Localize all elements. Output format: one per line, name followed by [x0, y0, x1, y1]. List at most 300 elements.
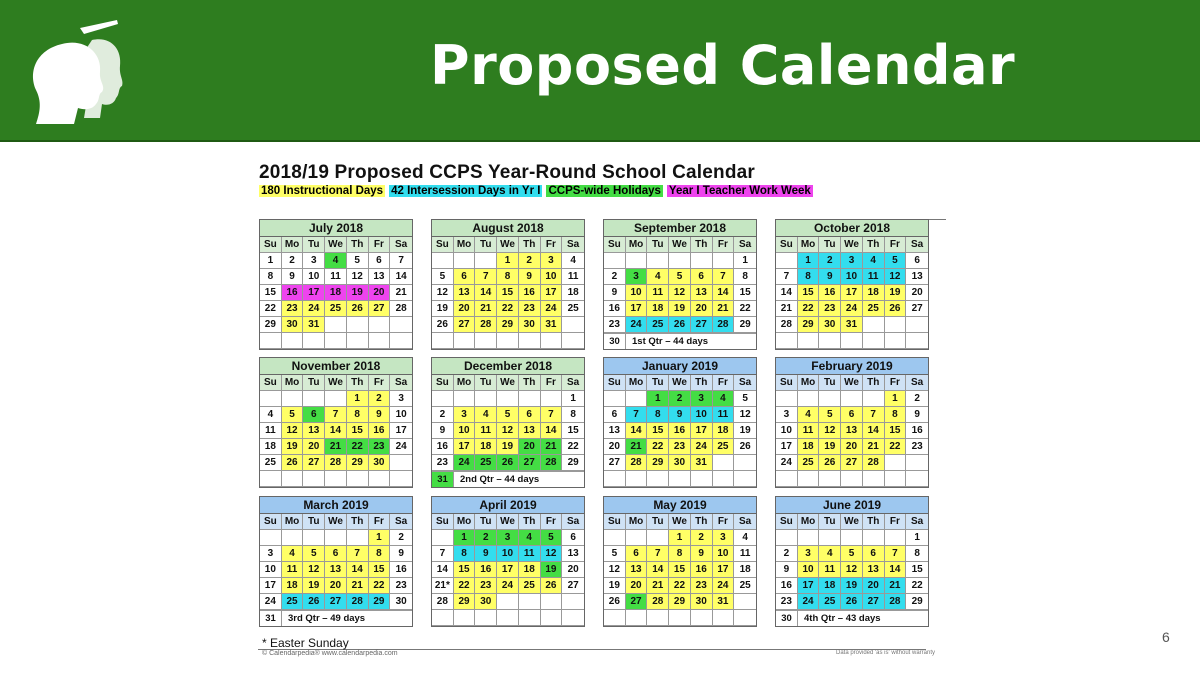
- day-cell: 24: [626, 317, 648, 333]
- copyright: © Calendarpedia® www.calendarpedia.com: [262, 650, 398, 657]
- legend: [259, 185, 813, 197]
- empty-cell: [604, 530, 626, 546]
- weekday-header: Fr: [885, 237, 907, 253]
- day-cell: 5: [841, 546, 863, 562]
- day-cell: 19: [282, 439, 304, 455]
- weekday-header: Th: [691, 237, 713, 253]
- weekday-header: Sa: [734, 237, 756, 253]
- day-cell: 15: [906, 562, 928, 578]
- day-cell: 20: [691, 301, 713, 317]
- day-cell: 7: [475, 269, 497, 285]
- day-cell: 9: [519, 269, 541, 285]
- weekday-header: Sa: [906, 375, 928, 391]
- day-cell: 1: [798, 253, 820, 269]
- weekday-header: Th: [691, 514, 713, 530]
- weekday-header: Tu: [819, 375, 841, 391]
- day-cell: 5: [432, 269, 454, 285]
- day-cell: 20: [604, 439, 626, 455]
- weekday-header: Tu: [647, 237, 669, 253]
- day-cell: 16: [669, 423, 691, 439]
- day-cell: 16: [906, 423, 928, 439]
- weekday-header: Fr: [885, 375, 907, 391]
- day-cell: 28: [647, 594, 669, 610]
- day-cell: 7: [713, 269, 735, 285]
- empty-cell: [863, 317, 885, 333]
- day-cell: 24: [776, 455, 798, 471]
- day-cell: 1: [562, 391, 584, 407]
- day-cell: 7: [626, 407, 648, 423]
- day-cell: 4: [260, 407, 282, 423]
- weekday-header: We: [325, 375, 347, 391]
- weekday-header: Th: [347, 237, 369, 253]
- day-cell: 1: [369, 530, 391, 546]
- day-cell: 15: [734, 285, 756, 301]
- day-cell: 21: [713, 301, 735, 317]
- day-cell: 22: [734, 301, 756, 317]
- empty-cell: [541, 391, 563, 407]
- empty-cell: [541, 594, 563, 610]
- day-cell: 26: [303, 594, 325, 610]
- day-cell: 22: [347, 439, 369, 455]
- day-cell: 30: [519, 317, 541, 333]
- month-calendar: [259, 219, 413, 350]
- day-cell: 17: [776, 439, 798, 455]
- day-cell: 2: [691, 530, 713, 546]
- day-cell: 25: [713, 439, 735, 455]
- day-cell: 13: [626, 562, 648, 578]
- day-cell: 24: [454, 455, 476, 471]
- month-name: July 2018: [260, 220, 412, 237]
- weekday-header: Sa: [734, 375, 756, 391]
- day-cell: 20: [906, 285, 928, 301]
- day-cell: 21: [475, 301, 497, 317]
- day-cell: 11: [562, 269, 584, 285]
- empty-cell: [734, 455, 756, 471]
- weekday-header: Sa: [906, 237, 928, 253]
- weekday-header: Mo: [798, 375, 820, 391]
- weekday-header: Mo: [282, 514, 304, 530]
- day-cell: 29: [647, 455, 669, 471]
- empty-cell: [347, 333, 369, 349]
- day-cell: 29: [347, 455, 369, 471]
- empty-cell: [260, 530, 282, 546]
- day-cell: 29: [497, 317, 519, 333]
- day-cell: 13: [906, 269, 928, 285]
- day-cell: 25: [798, 455, 820, 471]
- day-cell: 15: [669, 562, 691, 578]
- month-name: May 2019: [604, 497, 756, 514]
- empty-cell: [519, 391, 541, 407]
- day-cell: 24: [260, 594, 282, 610]
- day-cell: 11: [519, 546, 541, 562]
- weekday-header: Th: [347, 375, 369, 391]
- day-cell: 21: [626, 439, 648, 455]
- day-cell: 24: [713, 578, 735, 594]
- day-cell: 12: [347, 269, 369, 285]
- day-cell: 19: [604, 578, 626, 594]
- day-cell: 7: [390, 253, 412, 269]
- silhouette-faces-icon: [22, 18, 132, 126]
- month-calendar: [431, 357, 585, 488]
- day-cell: 3: [798, 546, 820, 562]
- weekday-header: We: [669, 237, 691, 253]
- day-cell: 18: [282, 578, 304, 594]
- day-cell: 28: [325, 455, 347, 471]
- month-calendar: [603, 496, 757, 627]
- empty-cell: [885, 317, 907, 333]
- empty-cell: [691, 253, 713, 269]
- empty-cell: [303, 471, 325, 487]
- day-cell: 28: [432, 594, 454, 610]
- empty-cell: [541, 610, 563, 626]
- month-name: October 2018: [776, 220, 928, 237]
- day-cell: 18: [562, 285, 584, 301]
- empty-cell: [454, 253, 476, 269]
- empty-cell: [691, 610, 713, 626]
- empty-cell: [647, 610, 669, 626]
- weekday-header: We: [497, 375, 519, 391]
- day-cell: 8: [734, 269, 756, 285]
- empty-cell: [432, 530, 454, 546]
- day-cell: 4: [819, 546, 841, 562]
- day-cell: 27: [626, 594, 648, 610]
- day-cell: 12: [541, 546, 563, 562]
- weekday-header: We: [669, 514, 691, 530]
- day-cell: 10: [390, 407, 412, 423]
- overflow-day: 31: [432, 472, 454, 487]
- empty-cell: [325, 471, 347, 487]
- day-cell: 27: [519, 455, 541, 471]
- empty-cell: [347, 317, 369, 333]
- day-cell: 1: [906, 530, 928, 546]
- day-cell: 19: [347, 285, 369, 301]
- day-cell: 5: [282, 407, 304, 423]
- weekday-header: Fr: [713, 514, 735, 530]
- empty-cell: [432, 333, 454, 349]
- day-cell: 14: [475, 285, 497, 301]
- day-cell: 6: [562, 530, 584, 546]
- day-cell: 12: [282, 423, 304, 439]
- day-cell: 26: [541, 578, 563, 594]
- weekday-header: Tu: [819, 514, 841, 530]
- empty-cell: [390, 317, 412, 333]
- day-cell: 23: [390, 578, 412, 594]
- day-cell: 20: [454, 301, 476, 317]
- day-cell: 3: [691, 391, 713, 407]
- day-cell: 11: [734, 546, 756, 562]
- empty-cell: [734, 471, 756, 487]
- empty-cell: [260, 471, 282, 487]
- day-cell: 8: [497, 269, 519, 285]
- day-cell: 15: [347, 423, 369, 439]
- day-cell: 9: [604, 285, 626, 301]
- empty-cell: [713, 253, 735, 269]
- day-cell: 15: [454, 562, 476, 578]
- empty-cell: [647, 253, 669, 269]
- weekday-header: Su: [776, 514, 798, 530]
- day-cell: 24: [497, 578, 519, 594]
- empty-cell: [863, 530, 885, 546]
- day-cell: 21: [647, 578, 669, 594]
- divider: [926, 219, 946, 220]
- day-cell: 3: [390, 391, 412, 407]
- empty-cell: [369, 471, 391, 487]
- day-cell: 15: [798, 285, 820, 301]
- month-name: September 2018: [604, 220, 756, 237]
- day-cell: 14: [647, 562, 669, 578]
- day-cell: 21: [541, 439, 563, 455]
- day-cell: 15: [369, 562, 391, 578]
- day-cell: 14: [713, 285, 735, 301]
- day-cell: 5: [885, 253, 907, 269]
- day-cell: 9: [776, 562, 798, 578]
- day-cell: 25: [819, 594, 841, 610]
- day-cell: 18: [325, 285, 347, 301]
- empty-cell: [260, 391, 282, 407]
- month-calendar: [259, 357, 413, 488]
- day-cell: 2: [369, 391, 391, 407]
- day-cell: 19: [497, 439, 519, 455]
- day-cell: 2: [819, 253, 841, 269]
- day-cell: 31: [541, 317, 563, 333]
- weekday-header: Tu: [303, 375, 325, 391]
- day-cell: 27: [369, 301, 391, 317]
- day-cell: 9: [432, 423, 454, 439]
- weekday-header: Th: [863, 514, 885, 530]
- weekday-header: Tu: [647, 514, 669, 530]
- day-cell: 6: [369, 253, 391, 269]
- day-cell: 19: [819, 439, 841, 455]
- month-calendar: [431, 219, 585, 350]
- day-cell: 12: [841, 562, 863, 578]
- day-cell: 22: [369, 578, 391, 594]
- day-cell: 10: [691, 407, 713, 423]
- day-cell: 6: [519, 407, 541, 423]
- quarter-days-label: 1st Qtr – 44 days: [632, 336, 709, 347]
- day-cell: 22: [906, 578, 928, 594]
- day-cell: 31: [303, 317, 325, 333]
- day-cell: 16: [819, 285, 841, 301]
- empty-cell: [819, 333, 841, 349]
- day-cell: 14: [885, 562, 907, 578]
- day-cell: 6: [841, 407, 863, 423]
- empty-cell: [669, 610, 691, 626]
- empty-cell: [475, 333, 497, 349]
- empty-cell: [885, 471, 907, 487]
- day-cell: 25: [475, 455, 497, 471]
- day-cell: 13: [454, 285, 476, 301]
- day-cell: 20: [519, 439, 541, 455]
- weekday-header: Th: [519, 375, 541, 391]
- weekday-header: We: [841, 237, 863, 253]
- day-cell: 22: [798, 301, 820, 317]
- day-cell: 3: [776, 407, 798, 423]
- weekday-header: Mo: [454, 514, 476, 530]
- weekday-header: Fr: [713, 237, 735, 253]
- day-cell: 26: [432, 317, 454, 333]
- day-cell: 23: [475, 578, 497, 594]
- weekday-header: Sa: [562, 237, 584, 253]
- day-cell: 2: [776, 546, 798, 562]
- weekday-header: Fr: [369, 375, 391, 391]
- month-calendar: [603, 357, 757, 488]
- weekday-header: Su: [776, 375, 798, 391]
- weekday-header: We: [325, 237, 347, 253]
- empty-cell: [885, 530, 907, 546]
- day-cell: 16: [475, 562, 497, 578]
- day-cell: 31: [841, 317, 863, 333]
- day-cell: 27: [906, 301, 928, 317]
- day-cell: 9: [390, 546, 412, 562]
- day-cell: 9: [906, 407, 928, 423]
- day-cell: 11: [863, 269, 885, 285]
- day-cell: 12: [669, 285, 691, 301]
- quarter-note: [260, 610, 412, 626]
- day-cell: 16: [432, 439, 454, 455]
- day-cell: 23: [669, 439, 691, 455]
- empty-cell: [906, 333, 928, 349]
- day-cell: 19: [734, 423, 756, 439]
- empty-cell: [325, 317, 347, 333]
- day-cell: 1: [885, 391, 907, 407]
- weekday-header: Mo: [798, 237, 820, 253]
- day-cell: 6: [604, 407, 626, 423]
- day-cell: 25: [325, 301, 347, 317]
- day-cell: 8: [454, 546, 476, 562]
- weekday-header: Tu: [819, 237, 841, 253]
- day-cell: 13: [691, 285, 713, 301]
- day-cell: 30: [819, 317, 841, 333]
- day-cell: 1: [454, 530, 476, 546]
- empty-cell: [713, 471, 735, 487]
- empty-cell: [713, 455, 735, 471]
- weekday-header: Fr: [541, 514, 563, 530]
- empty-cell: [497, 333, 519, 349]
- empty-cell: [841, 333, 863, 349]
- weekday-header: Tu: [475, 375, 497, 391]
- day-cell: 1: [734, 253, 756, 269]
- day-cell: 29: [906, 594, 928, 610]
- day-cell: 4: [282, 546, 304, 562]
- empty-cell: [669, 471, 691, 487]
- weekday-header: Th: [347, 514, 369, 530]
- empty-cell: [863, 333, 885, 349]
- day-cell: 4: [519, 530, 541, 546]
- day-cell: 21: [776, 301, 798, 317]
- empty-cell: [626, 610, 648, 626]
- day-cell: 14: [863, 423, 885, 439]
- day-cell: 13: [841, 423, 863, 439]
- empty-cell: [497, 391, 519, 407]
- day-cell: 17: [260, 578, 282, 594]
- empty-cell: [519, 333, 541, 349]
- day-cell: 12: [303, 562, 325, 578]
- month-name: April 2019: [432, 497, 584, 514]
- day-cell: 15: [885, 423, 907, 439]
- day-cell: 28: [541, 455, 563, 471]
- empty-cell: [713, 610, 735, 626]
- day-cell: 11: [798, 423, 820, 439]
- quarter-days-label: 3rd Qtr – 49 days: [288, 613, 366, 624]
- day-cell: 4: [475, 407, 497, 423]
- day-cell: 21*: [432, 578, 454, 594]
- overflow-day: 31: [260, 611, 282, 626]
- empty-cell: [604, 471, 626, 487]
- empty-cell: [734, 594, 756, 610]
- day-cell: 9: [475, 546, 497, 562]
- empty-cell: [475, 610, 497, 626]
- day-cell: 23: [432, 455, 454, 471]
- empty-cell: [303, 391, 325, 407]
- empty-cell: [303, 333, 325, 349]
- day-cell: 28: [863, 455, 885, 471]
- copyright-right: Data provided 'as is' without warranty: [836, 650, 936, 656]
- empty-cell: [282, 391, 304, 407]
- day-cell: 2: [669, 391, 691, 407]
- empty-cell: [863, 391, 885, 407]
- day-cell: 14: [347, 562, 369, 578]
- day-cell: 28: [776, 317, 798, 333]
- weekday-header: Mo: [454, 375, 476, 391]
- empty-cell: [626, 530, 648, 546]
- day-cell: 23: [369, 439, 391, 455]
- day-cell: 9: [282, 269, 304, 285]
- empty-cell: [325, 333, 347, 349]
- month-calendar: [775, 357, 929, 488]
- day-cell: 7: [347, 546, 369, 562]
- day-cell: 20: [303, 439, 325, 455]
- empty-cell: [863, 471, 885, 487]
- weekday-header: Mo: [282, 237, 304, 253]
- day-cell: 4: [863, 253, 885, 269]
- day-cell: 16: [691, 562, 713, 578]
- day-cell: 12: [604, 562, 626, 578]
- day-cell: 29: [669, 594, 691, 610]
- day-cell: 23: [691, 578, 713, 594]
- empty-cell: [691, 471, 713, 487]
- page-title: Proposed Calendar: [430, 34, 1016, 97]
- weekday-header: Su: [432, 237, 454, 253]
- day-cell: 16: [390, 562, 412, 578]
- empty-cell: [475, 391, 497, 407]
- day-cell: 4: [647, 269, 669, 285]
- empty-cell: [906, 317, 928, 333]
- empty-cell: [604, 391, 626, 407]
- day-cell: 5: [303, 546, 325, 562]
- quarter-days-label: 2nd Qtr – 44 days: [460, 474, 540, 485]
- day-cell: 30: [475, 594, 497, 610]
- day-cell: 14: [541, 423, 563, 439]
- weekday-header: Th: [519, 514, 541, 530]
- weekday-header: We: [497, 237, 519, 253]
- day-cell: 5: [604, 546, 626, 562]
- day-cell: 7: [541, 407, 563, 423]
- weekday-header: Th: [519, 237, 541, 253]
- day-cell: 17: [454, 439, 476, 455]
- empty-cell: [798, 471, 820, 487]
- day-cell: 24: [390, 439, 412, 455]
- day-cell: 2: [604, 269, 626, 285]
- empty-cell: [604, 610, 626, 626]
- day-cell: 27: [303, 455, 325, 471]
- weekday-header: Mo: [626, 237, 648, 253]
- weekday-header: Su: [776, 237, 798, 253]
- empty-cell: [282, 333, 304, 349]
- month-calendar: [259, 496, 413, 627]
- day-cell: 9: [819, 269, 841, 285]
- day-cell: 28: [713, 317, 735, 333]
- day-cell: 3: [260, 546, 282, 562]
